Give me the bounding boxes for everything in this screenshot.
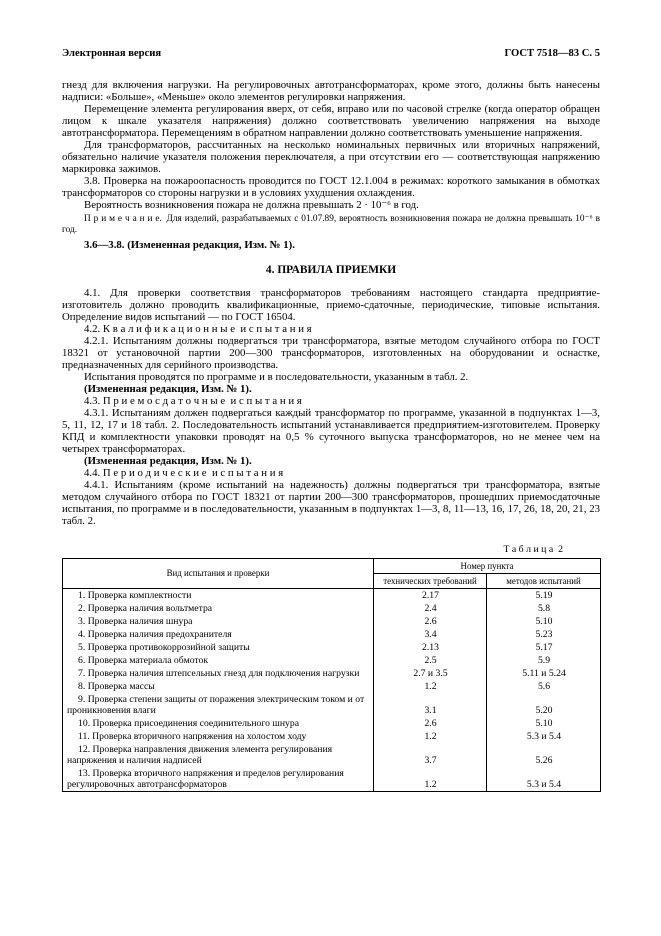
clause-4-2-1: 4.2.1. Испытаниям должны подвергаться три трансформатора, взятые методом случайного отбора по ГОСТ 18321 от установочной партии 200—300 трансформаторов, изготовленных на оборудовании и оснастке, предназначенных для серийного производства. — [62, 334, 600, 371]
tech-requirement-cell: 2.17 — [374, 589, 487, 603]
clause-4-3-1: 4.3.1. Испытаниям должен подвергаться каждый трансформатор по программе, указанной в подпунктах 1—3, 5, 11, 12, 17 и 18 табл. 2. Последовательность испытаний устанавливается предприятием-изготовителем. Проверку КПД и комплектности упаковки проводят на 0,5 % суточного выпуска трансформаторов, но не менее чем на четырех трансформаторах. — [62, 406, 600, 455]
column-header-test-type: Вид испытания и проверки — [63, 558, 374, 588]
test-method-cell: 5.17 — [535, 642, 553, 653]
tech-requirement-cell: 2.4 — [374, 602, 487, 615]
test-table-body — [63, 589, 601, 792]
clause-fire-probability: Вероятность возникновения пожара не должна превышать 2 · 10⁻⁶ в год. — [84, 199, 419, 211]
test-name-cell: 2. Проверка наличия вольтметра — [63, 602, 374, 615]
test-method-cell: 5.8 — [537, 603, 551, 614]
clause-4-4-heading: 4.4. П е р и о д и ч е с к и е и с п ы т а н и я — [84, 466, 284, 479]
test-name-cell: 4. Проверка наличия предохранителя — [63, 628, 374, 641]
table-row — [63, 654, 601, 667]
table-row — [63, 730, 601, 743]
table-caption: Т а б л и ц а 2 — [503, 543, 563, 555]
table-row — [63, 602, 601, 615]
table-row — [63, 767, 601, 792]
table-row — [63, 743, 601, 767]
clause-test-program: Испытания проводятся по программе и в последовательности, указанным в табл. 2. — [84, 370, 469, 383]
test-table-head — [63, 558, 601, 588]
test-name-cell: 3. Проверка наличия шнура — [63, 615, 374, 628]
test-method-cell: 5.10 — [535, 616, 553, 627]
test-name-cell: 12. Проверка направления движения элемента регулирования напряжения и наличия надписей — [63, 743, 374, 767]
test-name-cell: 1. Проверка комплектности — [63, 589, 374, 603]
tech-requirement-cell: 2.5 — [374, 654, 487, 667]
clause-3-8: 3.8. Проверка на пожароопасность проводится по ГОСТ 12.1.004 в режимах: короткого замыкания в обмотках трансформаторов со стороны нагрузки и в условиях ухудшения охлаждения. — [62, 175, 600, 199]
test-name-cell: 9. Проверка степени защиты от поражения электрическим током и от проникновения влаги — [63, 693, 374, 717]
test-method-cell: 5.26 — [535, 755, 553, 766]
test-method-cell: 5.20 — [535, 705, 553, 716]
paragraph-switch-indicator: Для трансформаторов, рассчитанных на несколько номинальных первичных или вторичных напряжений, обязательно наличие указателя положения переключателя, а при отсутствии его — соответствующая напряжению маркировка зажимов. — [62, 139, 600, 175]
test-method-cell: 5.3 и 5.4 — [526, 779, 562, 790]
tech-requirement-cell: 2.6 — [374, 717, 487, 730]
table-row — [63, 628, 601, 641]
tech-requirement-cell: 3.7 — [374, 743, 487, 767]
clause-4-2-heading: 4.2. К в а л и ф и к а ц и о н н ы е и с п ы т а н и я — [84, 322, 312, 335]
clause-4-1: 4.1. Для проверки соответствия трансформаторов требованиям настоящего стандарта предприятие-изготовитель должно проводить квалификационные, приемо-сдаточные, периодические, типовые испытания. Определение видов испытаний — по ГОСТ 16504. — [62, 286, 600, 323]
amendment-note-2: (Измененная редакция, Изм. № 1). — [84, 454, 252, 467]
page-content — [62, 48, 600, 792]
clause-3-6-3-8-amendment: 3.6—3.8. (Измененная редакция, Изм. № 1). — [84, 238, 295, 251]
test-table — [62, 558, 601, 792]
test-name-cell: 5. Проверка противокоррозийной защиты — [63, 641, 374, 654]
amendment-note-1: (Измененная редакция, Изм. № 1). — [84, 382, 252, 395]
test-method-cell: 5.10 — [535, 718, 553, 729]
column-header-tech-requirements: технических требований — [374, 573, 487, 588]
test-name-cell: 13. Проверка вторичного напряжения и пределов регулирования регулировочных автотрансформаторов — [63, 767, 374, 792]
table-row — [63, 717, 601, 730]
table-row — [63, 680, 601, 693]
tech-requirement-cell: 3.4 — [374, 628, 487, 641]
tech-requirement-cell: 2.7 и 3.5 — [374, 667, 487, 680]
tech-requirement-cell: 2.13 — [374, 641, 487, 654]
paragraph-continuation: гнезд для включения нагрузки. На регулировочных автотрансформаторах, кроме этого, должны быть нанесены надписи: «Больше», «Меньше» около элементов регулировки напряжения. — [62, 79, 600, 103]
column-header-test-methods: методов испытаний — [487, 573, 601, 588]
tech-requirement-cell: 2.6 — [374, 615, 487, 628]
clause-4-4-1: 4.4.1. Испытаниям (кроме испытаний на надежность) должны подвергаться три трансформатора, взятые методом случайного отбора по ГОСТ 18321 от партии 200—300 трансформаторов, прошедших приемосдаточные испытания, по программе и в последовательности, указанным в подпунктах 1—3, 8, 11—13, 16, 17, 26, 18, 20, 21, 23 табл. 2. — [62, 478, 600, 527]
test-name-cell: 10. Проверка присоединения соединительного шнура — [63, 717, 374, 730]
tech-requirement-cell: 1.2 — [374, 730, 487, 743]
test-name-cell: 6. Проверка материала обмоток — [63, 654, 374, 667]
header-gost-number: ГОСТ 7518—83 С. 5 — [504, 48, 600, 59]
test-method-cell: 5.9 — [537, 655, 551, 666]
test-name-cell: 7. Проверка наличия штепсельных гнезд для подключения нагрузки — [63, 667, 374, 680]
paragraph-regulation-movement: Перемещение элемента регулирования вверх, от себя, вправо или по часовой стрелке (когда оператор обращен лицом к шкале указателя напряжения) должно соответствовать увеличению напряжения на выходе автотрансформатора. Перемещениям в обратном направлении должно соответствовать уменьшение напряжения. — [62, 103, 600, 139]
test-method-cell: 5.23 — [535, 629, 553, 640]
clause-4-3-heading: 4.3. П р и е м о с д а т о ч н ы е и с п ы т а н и я — [84, 394, 302, 407]
test-method-cell: 5.11 и 5.24 — [522, 668, 566, 679]
test-method-cell: 5.6 — [537, 681, 551, 692]
table-row — [63, 693, 601, 717]
test-name-cell: 11. Проверка вторичного напряжения на холостом ходу — [63, 730, 374, 743]
header-edition-label: Электронная версия — [62, 48, 162, 59]
tech-requirement-cell: 3.1 — [374, 693, 487, 717]
tech-requirement-cell: 1.2 — [374, 680, 487, 693]
test-method-cell: 5.19 — [535, 590, 553, 601]
table-row — [63, 641, 601, 654]
test-name-cell: 8. Проверка массы — [63, 680, 374, 693]
page-header — [62, 48, 600, 59]
table-header-row-1 — [63, 558, 601, 573]
section-4-title: 4. ПРАВИЛА ПРИЕМКИ — [265, 263, 397, 276]
column-group-header-item-number: Номер пункта — [374, 558, 601, 573]
tech-requirement-cell: 1.2 — [374, 767, 487, 792]
test-method-cell: 5.3 и 5.4 — [526, 731, 562, 742]
table-row — [63, 589, 601, 603]
table-row — [63, 667, 601, 680]
note-paragraph: П р и м е ч а н и е. Для изделий, разрабатываемых с 01.07.89, вероятность возникновения пожара не должна превышать 10⁻⁶ в год. — [62, 214, 600, 235]
table-row — [63, 615, 601, 628]
